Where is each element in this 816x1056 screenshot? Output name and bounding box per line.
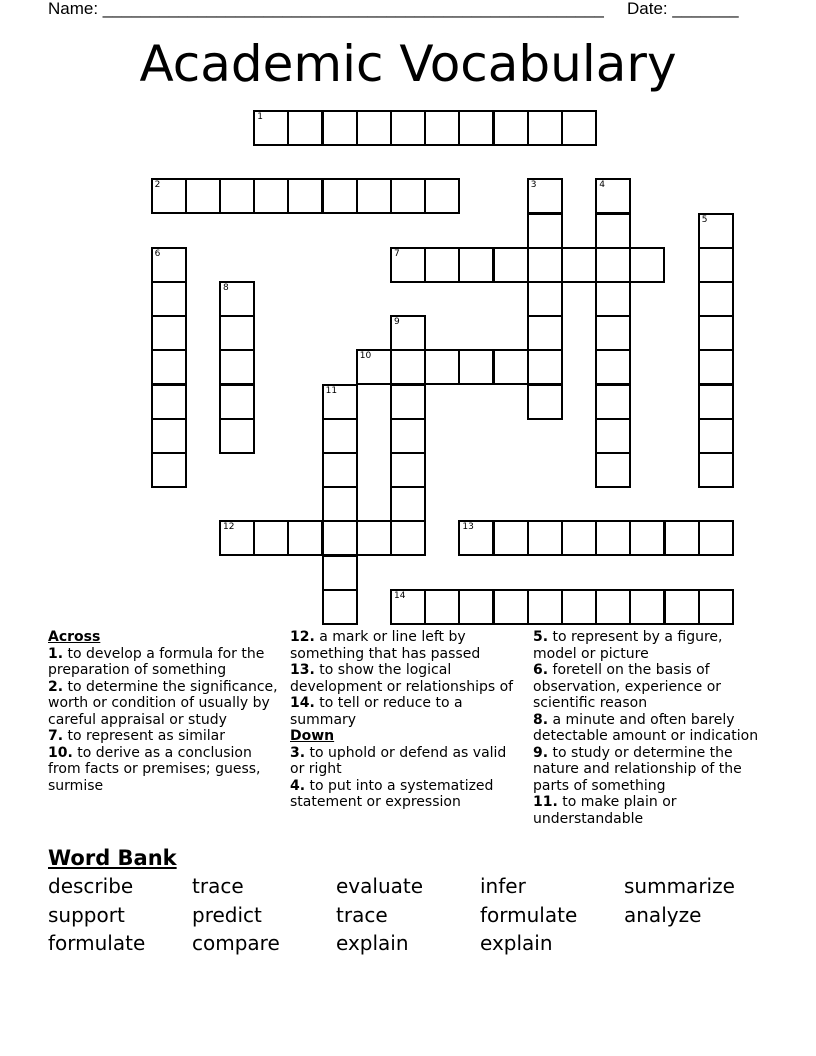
crossword-cell[interactable] (219, 384, 255, 420)
clue-number-label: 6 (154, 248, 161, 259)
word-bank-title: Word Bank (48, 846, 177, 870)
crossword-cell[interactable] (458, 520, 494, 556)
clue-number-label: 4 (599, 180, 605, 191)
clue-across-7 (48, 728, 284, 745)
clue-down-3 (290, 745, 525, 778)
crossword-cell[interactable] (219, 281, 255, 317)
crossword-cell[interactable] (561, 520, 597, 556)
clue-number: 8. (533, 711, 549, 728)
clue-text: to make plain or understandable (533, 794, 677, 827)
clue-number-label: 9 (394, 317, 400, 328)
crossword-cell[interactable] (322, 486, 358, 522)
clue-number-label: 2 (154, 180, 161, 191)
clue-number: 2. (48, 678, 64, 695)
crossword-cell[interactable] (356, 178, 392, 214)
crossword-cell[interactable] (698, 589, 734, 625)
clue-number: 13. (290, 662, 315, 678)
crossword-cell[interactable] (493, 247, 529, 283)
crossword-cell[interactable] (322, 555, 358, 591)
crossword-cell[interactable] (390, 349, 426, 385)
crossword-cell[interactable] (629, 520, 665, 556)
clue-number-label: 8 (223, 283, 229, 293)
clue-down-5 (533, 629, 769, 662)
crossword-cell[interactable] (185, 178, 221, 214)
clue-number-label: 12 (223, 522, 235, 533)
crossword-cell[interactable] (527, 349, 563, 385)
crossword-cell[interactable] (561, 247, 597, 283)
crossword-cell[interactable] (322, 178, 358, 214)
crossword-cell[interactable] (561, 110, 597, 146)
crossword-cell[interactable] (698, 452, 734, 488)
crossword-cell[interactable] (151, 247, 187, 283)
name-field[interactable]: Name: _____________________________________________________ (48, 0, 604, 18)
crossword-cell[interactable] (151, 349, 187, 385)
crossword-cell[interactable] (356, 110, 392, 146)
clue-text: foretell on the basis of observation, experience or scientific reason (533, 662, 722, 711)
crossword-cell[interactable] (595, 589, 631, 625)
crossword-cell[interactable] (595, 384, 631, 420)
clues-column-1 (48, 629, 284, 794)
crossword-cell[interactable] (322, 384, 358, 420)
clue-number: 11. (533, 794, 558, 810)
crossword-cell[interactable] (424, 349, 460, 385)
crossword-cell[interactable] (424, 247, 460, 283)
crossword-cell[interactable] (527, 384, 563, 420)
clue-text: to develop a formula for the preparation of something (48, 645, 265, 678)
crossword-cell[interactable] (287, 178, 323, 214)
word-bank-item: infer (480, 874, 526, 898)
clue-text: to tell or reduce to a summary (290, 695, 463, 728)
clue-down-11 (533, 794, 769, 827)
clue-text: a mark or line left by something that has passed (290, 629, 481, 662)
word-bank-item: explain (336, 931, 409, 956)
crossword-cell[interactable] (390, 247, 426, 283)
clue-down-8 (533, 712, 769, 745)
crossword-cell[interactable] (527, 110, 563, 146)
clue-text: to put into a systematized statement or expression (290, 777, 494, 810)
clue-across-2 (48, 679, 284, 729)
crossword-cell[interactable] (629, 247, 665, 283)
word-bank-item: formulate (48, 931, 146, 956)
clue-text: to derive as a conclusion from facts or premises; guess, surmise (48, 744, 261, 794)
crossword-cell[interactable] (287, 110, 323, 146)
clue-down-6 (533, 662, 769, 712)
clue-across-13 (290, 662, 525, 695)
clues-column-3 (533, 629, 769, 827)
crossword-cell[interactable] (424, 110, 460, 146)
crossword-cell[interactable] (595, 520, 631, 556)
crossword-cell[interactable] (595, 213, 631, 249)
word-bank-item: analyze (624, 902, 702, 927)
crossword-cell[interactable] (458, 349, 494, 385)
crossword-cell[interactable] (219, 418, 255, 454)
crossword-cell[interactable] (390, 384, 426, 420)
crossword-cell[interactable] (151, 281, 187, 317)
crossword-cell[interactable] (527, 178, 563, 214)
crossword-cell[interactable] (390, 110, 426, 146)
crossword-cell[interactable] (493, 589, 529, 625)
word-bank-item: formulate (480, 902, 578, 927)
crossword-cell[interactable] (253, 110, 289, 146)
crossword-cell[interactable] (253, 520, 289, 556)
crossword-cell[interactable] (698, 520, 734, 556)
crossword-cell[interactable] (664, 520, 700, 556)
crossword-cell[interactable] (527, 520, 563, 556)
crossword-cell[interactable] (458, 110, 494, 146)
clue-across-1 (48, 646, 284, 679)
crossword-cell[interactable] (458, 589, 494, 625)
crossword-cell[interactable] (322, 452, 358, 488)
crossword-cell[interactable] (698, 281, 734, 317)
crossword-cell[interactable] (151, 452, 187, 488)
crossword-cell[interactable] (390, 589, 426, 625)
clue-number: 3. (290, 744, 306, 761)
crossword-cell[interactable] (322, 520, 358, 556)
crossword-cell[interactable] (151, 315, 187, 351)
crossword-cell[interactable] (390, 315, 426, 351)
crossword-cell[interactable] (390, 418, 426, 454)
clue-down-4 (290, 778, 525, 811)
crossword-cell[interactable] (527, 247, 563, 283)
crossword-cell[interactable] (356, 520, 392, 556)
word-bank (48, 872, 768, 958)
clue-number: 1. (48, 645, 64, 662)
crossword-cell[interactable] (527, 281, 563, 317)
crossword-cell[interactable] (219, 178, 255, 214)
clue-text: to represent as similar (67, 728, 226, 744)
crossword-cell[interactable] (253, 178, 289, 214)
page-title: Academic Vocabulary (139, 35, 677, 93)
word-bank-item: trace (192, 874, 244, 898)
date-field[interactable]: Date: _______ (627, 0, 739, 18)
crossword-cell[interactable] (322, 418, 358, 454)
clue-text: to represent by a figure, model or picture (533, 629, 723, 662)
crossword-cell[interactable] (698, 315, 734, 351)
crossword-cell[interactable] (698, 349, 734, 385)
clue-text: to show the logical development or relationships of (290, 662, 514, 695)
crossword-cell[interactable] (595, 281, 631, 317)
crossword-cell[interactable] (698, 213, 734, 249)
crossword-cell[interactable] (527, 589, 563, 625)
word-bank-item: trace (336, 902, 388, 927)
word-bank-item: support (48, 902, 125, 927)
clue-text: a minute and often barely detectable amount or indication (533, 711, 759, 744)
crossword-cell[interactable] (595, 315, 631, 351)
word-bank-item: predict (192, 902, 262, 927)
crossword-cell[interactable] (527, 213, 563, 249)
clue-across-10 (48, 745, 284, 795)
crossword-cell[interactable] (493, 349, 529, 385)
crossword-cell[interactable] (322, 110, 358, 146)
clue-across-12 (290, 629, 525, 662)
clue-number-label: 10 (359, 351, 372, 362)
crossword-cell[interactable] (390, 178, 426, 214)
down-heading: Down (290, 728, 335, 744)
clue-number-label: 13 (462, 522, 474, 533)
clue-down-9 (533, 745, 769, 795)
crossword-cell[interactable] (390, 452, 426, 488)
crossword-cell[interactable] (629, 589, 665, 625)
clues-column-2 (290, 629, 525, 811)
crossword-cell[interactable] (151, 384, 187, 420)
word-bank-item: evaluate (336, 874, 424, 898)
clue-number: 14. (290, 695, 315, 711)
clue-number-label: 14 (394, 590, 406, 601)
crossword-cell[interactable] (458, 247, 494, 283)
crossword-cell[interactable] (390, 520, 426, 556)
crossword-cell[interactable] (390, 486, 426, 522)
crossword-cell[interactable] (424, 589, 460, 625)
crossword-cell[interactable] (698, 418, 734, 454)
crossword-cell[interactable] (561, 589, 597, 625)
clue-number: 10. (48, 744, 73, 761)
clue-across-14 (290, 695, 525, 728)
clue-number-label: 1 (257, 112, 263, 122)
crossword-cell[interactable] (151, 418, 187, 454)
clue-number-label: 7 (394, 248, 400, 259)
clue-number: 5. (533, 629, 549, 645)
across-heading: Across (48, 629, 101, 645)
clue-text: to study or determine the nature and relationship of the parts of something (533, 744, 742, 794)
crossword-cell[interactable] (151, 178, 187, 214)
clue-number-label: 5 (701, 214, 708, 225)
word-bank-item: explain (480, 931, 553, 956)
clue-number: 12. (290, 629, 315, 645)
crossword-cell[interactable] (595, 178, 631, 214)
crossword-cell[interactable] (493, 520, 529, 556)
clue-text: to uphold or defend as valid or right (290, 744, 507, 777)
crossword-cell[interactable] (664, 589, 700, 625)
crossword-cell[interactable] (219, 349, 255, 385)
crossword-cell[interactable] (595, 418, 631, 454)
clue-number-label: 11 (325, 385, 338, 396)
crossword-cell[interactable] (698, 247, 734, 283)
crossword-cell[interactable] (424, 178, 460, 214)
crossword-cell[interactable] (356, 349, 392, 385)
crossword-cell[interactable] (287, 520, 323, 556)
crossword-cell[interactable] (595, 452, 631, 488)
clue-text: to determine the significance, worth or condition of usually by careful appraisal or study (48, 678, 278, 728)
clue-number: 7. (48, 728, 64, 744)
clue-number: 9. (533, 744, 549, 761)
crossword-cell[interactable] (595, 349, 631, 385)
clue-number: 4. (290, 777, 306, 794)
clue-number: 6. (533, 662, 549, 678)
clue-number-label: 3 (530, 180, 537, 191)
crossword-cell[interactable] (322, 589, 358, 625)
word-bank-item: compare (192, 931, 280, 956)
crossword-cell[interactable] (219, 520, 255, 556)
crossword-cell[interactable] (698, 384, 734, 420)
crossword-cell[interactable] (595, 247, 631, 283)
crossword-cell[interactable] (219, 315, 255, 351)
word-bank-item: summarize (624, 874, 735, 898)
crossword-cell[interactable] (527, 315, 563, 351)
crossword-cell[interactable] (493, 110, 529, 146)
word-bank-item: describe (48, 874, 134, 898)
